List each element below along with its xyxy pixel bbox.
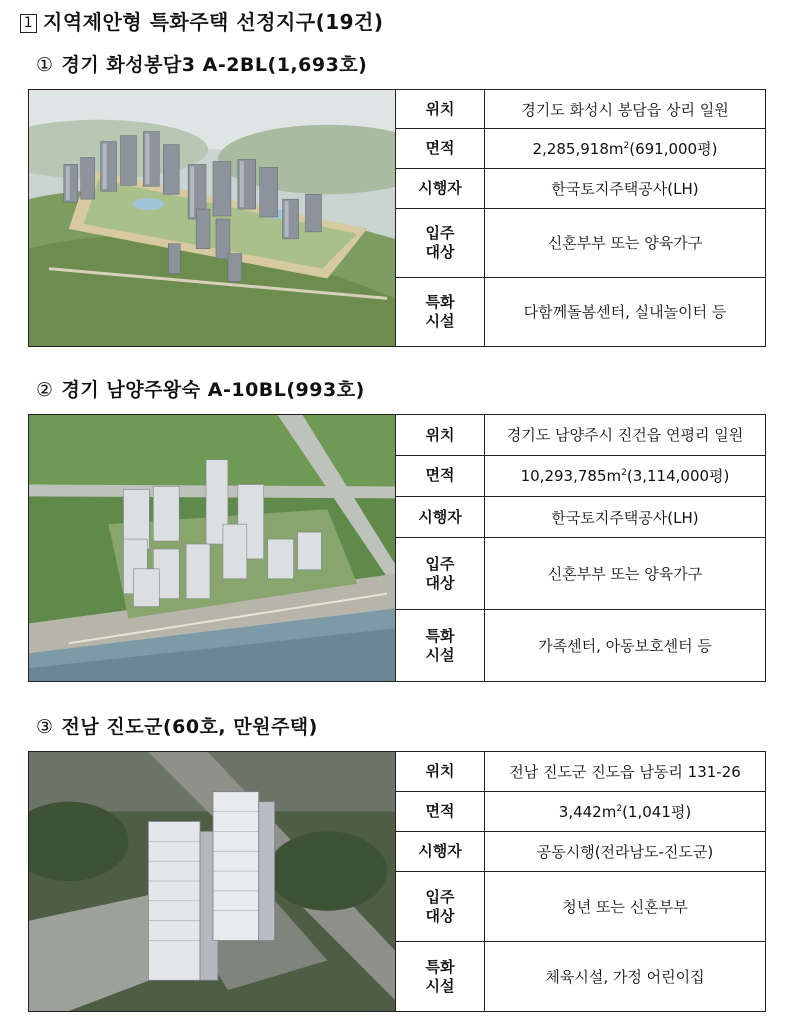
facility-value: 가족센터, 아동보호센터 등	[485, 610, 766, 681]
table-row	[396, 791, 765, 831]
main-title-text: 지역제안형 특화주택 선정지구(19건)	[43, 10, 384, 34]
target-value: 청년 또는 신혼부부	[485, 871, 766, 941]
table-row	[396, 610, 765, 681]
section-title-2	[36, 375, 365, 402]
section-number-box: 1	[20, 14, 37, 33]
location-label: 위치	[396, 415, 485, 455]
section-title-text: 경기 남양주왕숙 A-10BL(993호)	[61, 379, 365, 401]
table-row	[396, 129, 765, 169]
operator-label: 시행자	[396, 831, 485, 871]
operator-value: 한국토지주택공사(LH)	[485, 168, 766, 208]
main-title	[20, 6, 384, 35]
site-rendering-image-1	[29, 90, 396, 346]
project-info-table-3	[396, 752, 765, 1011]
table-row	[396, 415, 765, 455]
section-title-text: 경기 화성봉담3 A-2BL(1,693호)	[61, 54, 368, 76]
section-number: ①	[36, 54, 54, 76]
section-title-text: 전남 진도군(60호, 만원주택)	[61, 716, 318, 738]
location-value: 경기도 남양주시 진건읍 연평리 일원	[485, 415, 766, 455]
section-number: ③	[36, 716, 54, 738]
target-value: 신혼부부 또는 양육가구	[485, 208, 766, 277]
project-block-2	[28, 414, 766, 682]
target-label: 입주 대상	[396, 208, 485, 277]
area-label: 면적	[396, 791, 485, 831]
table-row	[396, 168, 765, 208]
section-number: ②	[36, 379, 54, 401]
table-row	[396, 277, 765, 346]
table-row	[396, 455, 765, 496]
table-row	[396, 208, 765, 277]
area-value: $2,285,918m^2(691,000$평)	[485, 129, 766, 169]
operator-label: 시행자	[396, 168, 485, 208]
table-row	[396, 496, 765, 537]
facility-label: 특화 시설	[396, 277, 485, 346]
location-label: 위치	[396, 752, 485, 791]
location-label: 위치	[396, 90, 485, 129]
project-info-table-2	[396, 415, 765, 681]
operator-value: 한국토지주택공사(LH)	[485, 496, 766, 537]
facility-value: 체육시설, 가정 어린이집	[485, 942, 766, 1011]
target-label: 입주 대상	[396, 538, 485, 610]
area-label: 면적	[396, 455, 485, 496]
table-row	[396, 538, 765, 610]
section-title-3	[36, 712, 318, 739]
table-row	[396, 831, 765, 871]
table-row	[396, 90, 765, 129]
area-value: $3,442m^2(1,041$평)	[485, 791, 766, 831]
site-rendering-image-2	[29, 415, 396, 681]
location-value: 전남 진도군 진도읍 남동리 131-26	[485, 752, 766, 791]
table-row	[396, 942, 765, 1011]
target-label: 입주 대상	[396, 871, 485, 941]
operator-value: 공동시행(전라남도-진도군)	[485, 831, 766, 871]
location-value: 경기도 화성시 봉담읍 상리 일원	[485, 90, 766, 129]
facility-label: 특화 시설	[396, 610, 485, 681]
target-value: 신혼부부 또는 양육가구	[485, 538, 766, 610]
project-block-1	[28, 89, 766, 347]
section-title-1	[36, 50, 367, 77]
table-row	[396, 752, 765, 791]
project-info-table-1	[396, 90, 765, 346]
area-label: 면적	[396, 129, 485, 169]
facility-value: 다함께돌봄센터, 실내놀이터 등	[485, 277, 766, 346]
area-value: $10,293,785m^2(3,114,000$평)	[485, 455, 766, 496]
table-row	[396, 871, 765, 941]
project-block-3	[28, 751, 766, 1012]
site-rendering-image-3	[29, 752, 396, 1011]
operator-label: 시행자	[396, 496, 485, 537]
facility-label: 특화 시설	[396, 942, 485, 1011]
